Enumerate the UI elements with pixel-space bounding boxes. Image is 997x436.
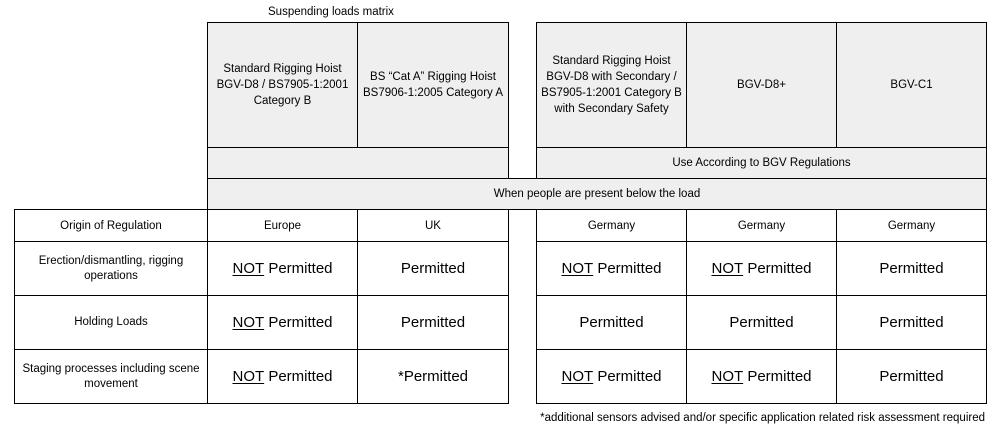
permission-text: Permitted [879, 368, 944, 385]
permission-cell [207, 241, 358, 296]
not-emphasis: NOT [711, 368, 744, 385]
empty-band [207, 147, 509, 179]
people-below-band [207, 178, 987, 210]
column-header-d8-cat-b [207, 22, 358, 148]
permission-cell [357, 349, 509, 404]
row-label-text: Staging processes including scene movement [22, 362, 200, 390]
origin-cell [536, 209, 687, 242]
permission-text: Permitted [264, 260, 333, 277]
origin-value: Germany [737, 219, 786, 232]
permission-cell [686, 241, 837, 296]
not-emphasis: NOT [561, 368, 594, 385]
permission-cell [536, 241, 687, 296]
matrix-title: Suspending loads matrix [268, 6, 394, 18]
permission-text: Permitted [743, 368, 812, 385]
permission-text: Permitted [729, 314, 794, 331]
column-header-d8-secondary [536, 22, 687, 148]
origin-value: Germany [887, 219, 936, 232]
column-header-label: BGV-D8+ [737, 79, 786, 91]
permission-text: Permitted [264, 314, 333, 331]
permission-text: Permitted [400, 314, 466, 331]
row-label-holding [14, 295, 208, 350]
column-header-label: Standard Rigging Hoist BGV-D8 with Secondary / BS7905-1:2001 Category B with Secondary Safety [541, 55, 682, 115]
origin-cell [207, 209, 358, 242]
not-emphasis: NOT [711, 260, 744, 277]
permission-text: Permitted [400, 260, 466, 277]
permission-text: Permitted [879, 314, 944, 331]
column-header-bgv-d8-plus [686, 22, 837, 148]
footnote: *additional sensors advised and/or specific application related risk assessment required [540, 412, 985, 424]
people-below-label: When people are present below the load [493, 188, 701, 200]
origin-label: Origin of Regulation [60, 219, 162, 232]
bgv-regulations-label: Use According to BGV Regulations [672, 157, 851, 169]
row-label-erection [14, 241, 208, 296]
origin-value: Europe [263, 219, 302, 232]
not-emphasis: NOT [232, 260, 265, 277]
origin-value: Germany [587, 219, 636, 232]
permission-text: Permitted [593, 368, 662, 385]
row-label-text: Erection/dismantling, rigging operations [38, 254, 184, 282]
not-emphasis: NOT [561, 260, 594, 277]
row-label-staging [14, 349, 208, 404]
permission-text: Permitted [743, 260, 812, 277]
origin-cell [686, 209, 837, 242]
permission-cell [836, 241, 987, 296]
permission-text: Permitted [579, 314, 644, 331]
column-header-bs-cat-a [357, 22, 509, 148]
permission-text: Permitted [264, 368, 333, 385]
permission-text: Permitted [593, 260, 662, 277]
column-header-label: BS “Cat A” Rigging Hoist BS7906-1:2005 Category A [362, 71, 504, 99]
column-header-bgv-c1 [836, 22, 987, 148]
origin-cell [357, 209, 509, 242]
permission-text: *Permitted [397, 368, 469, 385]
row-label-text: Holding Loads [74, 316, 148, 328]
column-header-label: Standard Rigging Hoist BGV-D8 / BS7905-1:2001 Category B [216, 63, 349, 107]
bgv-regulations-band [536, 147, 987, 179]
column-header-label: BGV-C1 [890, 79, 933, 91]
permission-cell [536, 349, 687, 404]
permission-cell [536, 295, 687, 350]
permission-cell [357, 295, 509, 350]
permission-cell [357, 241, 509, 296]
permission-cell [836, 349, 987, 404]
permission-text: Permitted [879, 260, 944, 277]
permission-cell [686, 295, 837, 350]
permission-cell [686, 349, 837, 404]
origin-row-label [14, 209, 208, 242]
not-emphasis: NOT [232, 314, 265, 331]
permission-cell [836, 295, 987, 350]
permission-cell [207, 349, 358, 404]
origin-cell [836, 209, 987, 242]
permission-cell [207, 295, 358, 350]
origin-value: UK [425, 219, 441, 232]
not-emphasis: NOT [232, 368, 265, 385]
